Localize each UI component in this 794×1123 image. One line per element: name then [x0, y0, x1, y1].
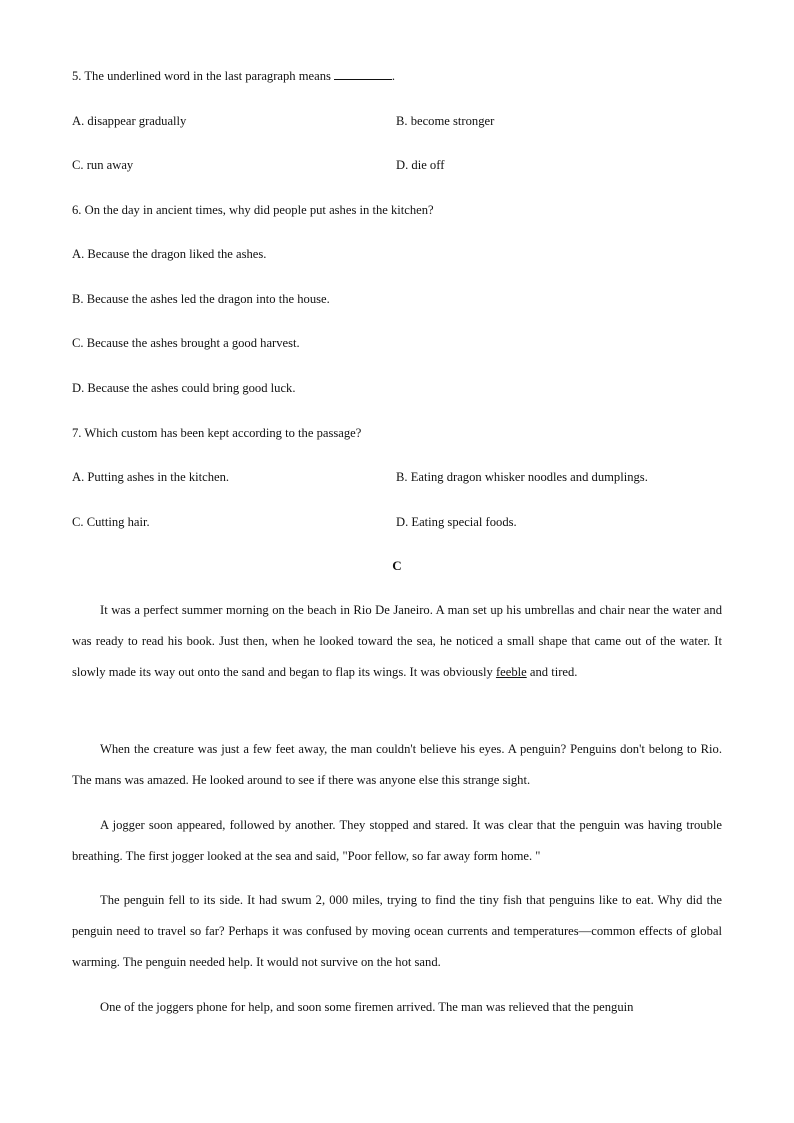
passage-text: The penguin fell to its side. It had swum 2, 000 miles, trying to find the tiny fish that penguins like to eat. Why did the penguin need to travel so far? Perhaps it was confused by moving ocean currents and temperatures—common effects of global warming. The penguin needed help. It would not survive on the hot sand.	[72, 893, 722, 969]
question-5-stem	[72, 68, 395, 84]
question-5-option-d: D. die off	[396, 158, 445, 172]
question-6-option-c: C. Because the ashes brought a good harvest.	[72, 336, 300, 350]
question-5-option-c: C. run away	[72, 158, 134, 172]
passage-paragraph-3	[72, 810, 722, 872]
question-6-stem: 6. On the day in ancient times, why did people put ashes in the kitchen?	[72, 203, 434, 217]
passage-text: One of the joggers phone for help, and soon some firemen arrived. The man was relieved that the penguin	[100, 1000, 634, 1014]
section-heading: C	[392, 558, 402, 573]
question-7-stem: 7. Which custom has been kept according to the passage?	[72, 426, 362, 440]
question-5-option-a: A. disappear gradually	[72, 114, 187, 128]
question-5-stem-text: 5. The underlined word in the last paragraph means	[72, 69, 331, 83]
question-6-option-b: B. Because the ashes led the dragon into the house.	[72, 292, 330, 306]
passage-paragraph-1	[72, 595, 722, 688]
question-7-option-c: C. Cutting hair.	[72, 515, 150, 529]
question-6-option-d: D. Because the ashes could bring good luck.	[72, 381, 296, 395]
question-5-stem-end: .	[391, 69, 396, 83]
answer-blank	[334, 68, 392, 80]
passage-text: It was a perfect summer morning on the beach in Rio De Janeiro. A man set up his umbrellas and chair near the water and was ready to read his book. Just then, when he looked toward the sea, he noticed a small shape that came out of the water. It slowly made its way out onto the sand and began to flap its wings. It was obviously	[72, 603, 722, 679]
question-7-option-d: D. Eating special foods.	[396, 515, 517, 529]
passage-paragraph-4	[72, 885, 722, 978]
question-7-option-a: A. Putting ashes in the kitchen.	[72, 470, 230, 484]
passage-text: and tired.	[526, 665, 578, 679]
question-7-option-b: B. Eating dragon whisker noodles and dumplings.	[396, 470, 648, 484]
question-6-option-a: A. Because the dragon liked the ashes.	[72, 247, 267, 261]
underlined-word: feeble	[495, 665, 527, 679]
passage-text: When the creature was just a few feet away, the man couldn't believe his eyes. A penguin? Penguins don't belong to Rio. The mans was amazed. He looked around to see if there was anyone else this strange sight.	[72, 742, 722, 787]
passage-paragraph-5	[72, 992, 722, 1023]
question-5-option-b: B. become stronger	[396, 114, 495, 128]
passage-text: A jogger soon appeared, followed by another. They stopped and stared. It was clear that the penguin was having trouble breathing. The first jogger looked at the sea and said, "Poor fellow, so far away form home. "	[72, 818, 722, 863]
passage-paragraph-2	[72, 734, 722, 796]
